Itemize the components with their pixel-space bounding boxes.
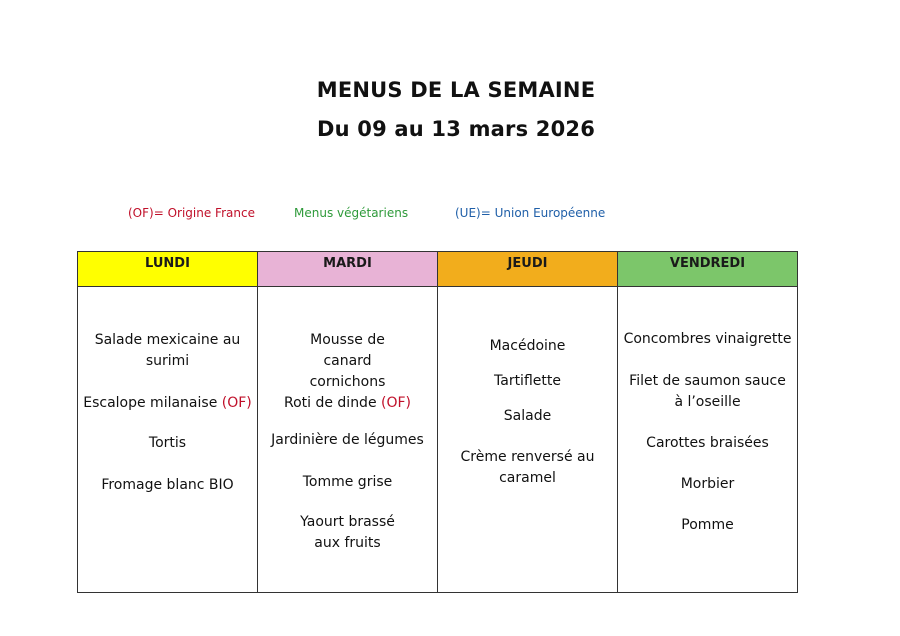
day-header-jeudi: JEUDI [438, 252, 617, 287]
day-header-vendredi: VENDREDI [618, 252, 797, 287]
column-vendredi [618, 252, 797, 592]
menu-item: Salade mexicaine au surimi [94, 332, 241, 369]
menu-item: Tartiflette [494, 373, 561, 389]
menu-item: Concombres vinaigrette [623, 331, 792, 347]
menu-item: Salade [503, 408, 552, 424]
menu-item: Filet de saumon sauce à l’oseille [629, 373, 786, 410]
day-header-mardi: MARDI [258, 252, 437, 287]
origin-france-tag: (OF) [381, 395, 412, 411]
menu-item [262, 393, 433, 414]
day-menu-vendredi [618, 287, 797, 592]
menu-table [77, 251, 798, 593]
menu-item: Morbier [680, 476, 735, 492]
menu-item: Tomme grise [302, 474, 393, 490]
menu-item: Jardinière de légumes [271, 432, 424, 448]
column-mardi [258, 252, 438, 592]
column-lundi [78, 252, 258, 592]
menu-item [82, 393, 253, 414]
menu-item: Mousse de canard cornichons [309, 332, 386, 390]
menu-item: Tortis [148, 435, 187, 451]
page-title: MENUS DE LA SEMAINE [316, 78, 596, 102]
day-menu-mardi [258, 287, 437, 592]
day-header-lundi: LUNDI [78, 252, 257, 287]
menu-item-label: Escalope milanaise [83, 395, 218, 411]
origin-france-tag: (OF) [221, 395, 252, 411]
day-menu-jeudi [438, 287, 617, 592]
menu-item: Crème renversé au caramel [460, 449, 595, 486]
menu-item: Carottes braisées [646, 435, 769, 451]
day-menu-lundi [78, 287, 257, 592]
menu-item-label: Roti de dinde [283, 395, 377, 411]
menu-item: Macédoine [489, 338, 566, 354]
legend-union-europeenne: (UE)= Union Européenne [455, 206, 606, 220]
menu-item: Fromage blanc BIO [101, 477, 234, 493]
date-range: Du 09 au 13 mars 2026 [316, 117, 596, 141]
menu-item: Yaourt brassé aux fruits [300, 514, 395, 551]
column-jeudi [438, 252, 618, 592]
legend-origine-france: (OF)= Origine France [128, 206, 255, 220]
legend-vegetarian: Menus végétariens [294, 206, 409, 220]
menu-item: Pomme [681, 517, 734, 533]
